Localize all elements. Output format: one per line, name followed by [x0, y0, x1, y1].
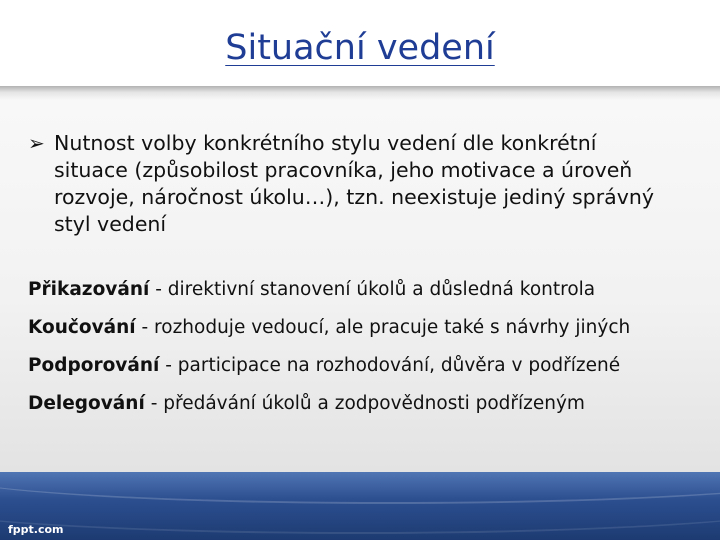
style-item [28, 392, 585, 416]
style-description: - direktivní stanovení úkolů a důsledná kontrola [149, 279, 596, 300]
style-term: Přikazování [28, 279, 150, 300]
style-description: - participace na rozhodování, důvěra v podřízené [159, 355, 621, 376]
footer-watermark: fppt.com [8, 523, 64, 536]
style-description: - rozhoduje vedoucí, ale pracuje také s návrhy jiných [135, 317, 631, 338]
footer-wave [0, 472, 720, 534]
main-bullet-text: Nutnost volby konkrétního stylu vedení dle konkrétní situace (způsobilost pracovníka, jeho motivace a úroveň rozvoje, náročnost úkolu…), tzn. neexistuje jediný správný styl vedení [54, 131, 654, 236]
arrow-bullet-icon: ➢ [28, 131, 45, 155]
slide-content [28, 130, 688, 414]
style-term: Delegování [28, 393, 145, 414]
style-description: - předávání úkolů a zodpovědnosti podřízeným [144, 393, 585, 414]
style-item [28, 316, 630, 340]
style-term: Podporování [28, 355, 160, 376]
title-divider-shadow [0, 86, 720, 100]
main-bullet [28, 130, 688, 238]
style-term: Koučování [28, 317, 136, 338]
style-item [28, 278, 595, 302]
style-item [28, 354, 620, 378]
slide-title: Situační vedení [225, 28, 495, 68]
footer-band [0, 472, 720, 540]
